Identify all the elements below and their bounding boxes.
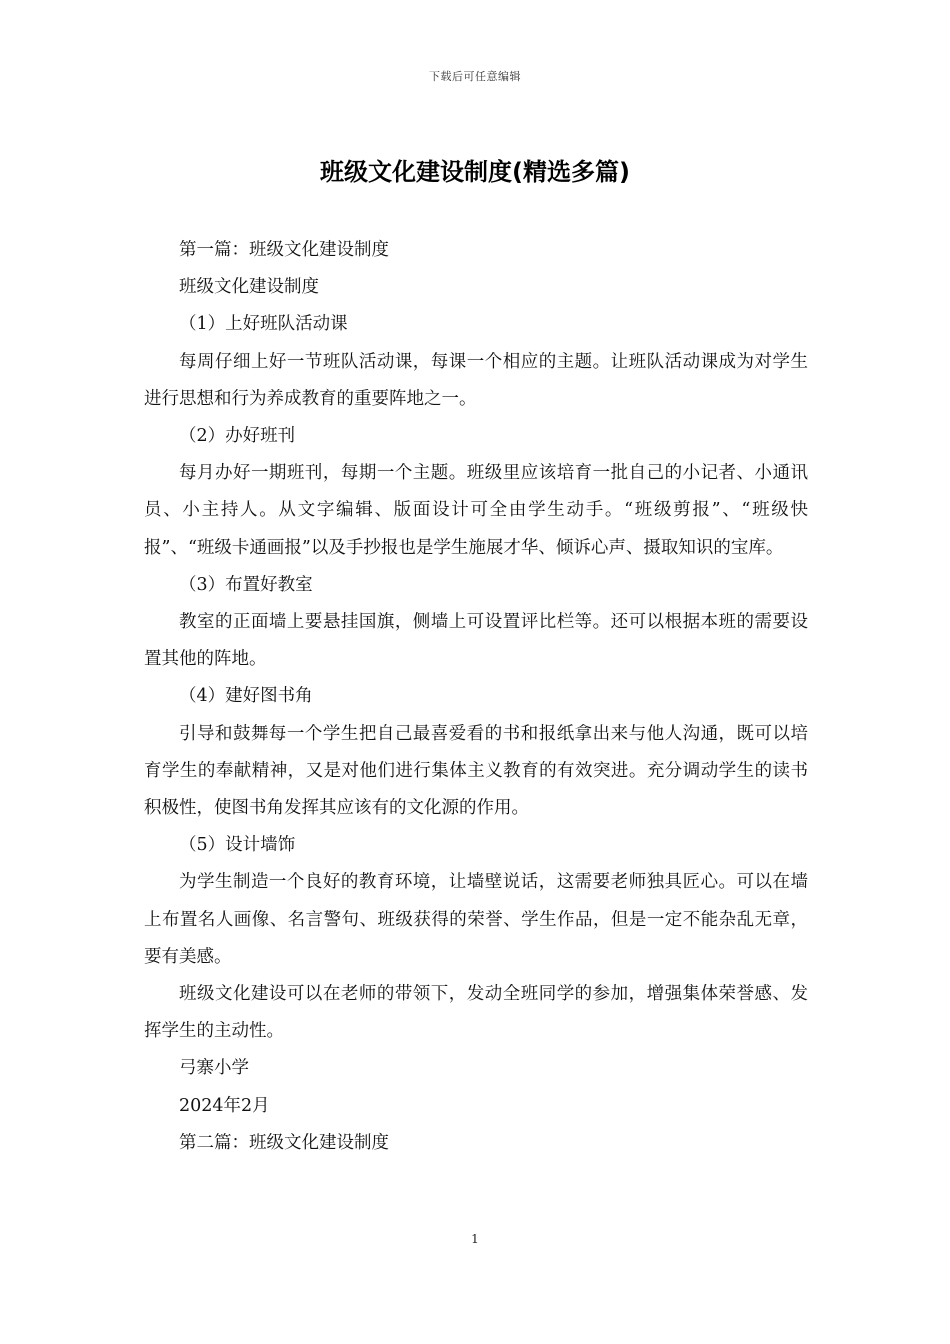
paragraph: 每月办好一期班刊，每期一个主题。班级里应该培育一批自己的小记者、小通讯员、小主持人。从文字编辑、版面设计可全由学生动手。“班级剪报”、“班级快报”、“班级卡通画报”以及手抄报也是学生施展才华、倾诉心声、摄取知识的宝库。 (144, 463, 808, 558)
subtitle: 班级文化建设制度 (179, 277, 319, 298)
section-heading-1: 第一篇：班级文化建设制度 (179, 240, 389, 260)
signature-date: 2024年2月 (179, 1095, 270, 1116)
paragraph: 教室的正面墙上要悬挂国旗，侧墙上可设置评比栏等。还可以根据本班的需要设置其他的阵地。 (144, 612, 808, 670)
item-heading-5: （5）设计墙饰 (179, 835, 296, 856)
signature-school: 弓寨小学 (179, 1058, 249, 1079)
item-heading-1: （1）上好班队活动课 (179, 314, 348, 335)
header-note: 下载后可任意编辑 (429, 70, 521, 83)
paragraph: 每周仔细上好一节班队活动课，每课一个相应的主题。让班队活动课成为对学生进行思想和行为养成教育的重要阵地之一。 (144, 351, 808, 409)
paragraph: 为学生制造一个良好的教育环境，让墙壁说话，这需要老师独具匠心。可以在墙上布置名人画像、名言警句、班级获得的荣誉、学生作品，但是一定不能杂乱无章，要有美感。 (144, 872, 808, 967)
item-heading-3: （3）布置好教室 (179, 574, 313, 595)
section-heading-2: 第二篇：班级文化建设制度 (179, 1132, 389, 1153)
document-title: 班级文化建设制度(精选多篇) (320, 158, 630, 186)
item-heading-4: （4）建好图书角 (179, 686, 313, 707)
page-number: 1 (471, 1232, 479, 1246)
paragraph: 引导和鼓舞每一个学生把自己最喜爱看的书和报纸拿出来与他人沟通，既可以培育学生的奉献精神，又是对他们进行集体主义教育的有效突进。充分调动学生的读书积极性，使图书角发挥其应该有的文化源的作用。 (144, 723, 808, 819)
document-body (144, 232, 808, 1162)
item-heading-2: （2）办好班刊 (179, 426, 296, 447)
paragraph: 班级文化建设可以在老师的带领下，发动全班同学的参加，增强集体荣誉感、发挥学生的主动性。 (144, 984, 808, 1042)
